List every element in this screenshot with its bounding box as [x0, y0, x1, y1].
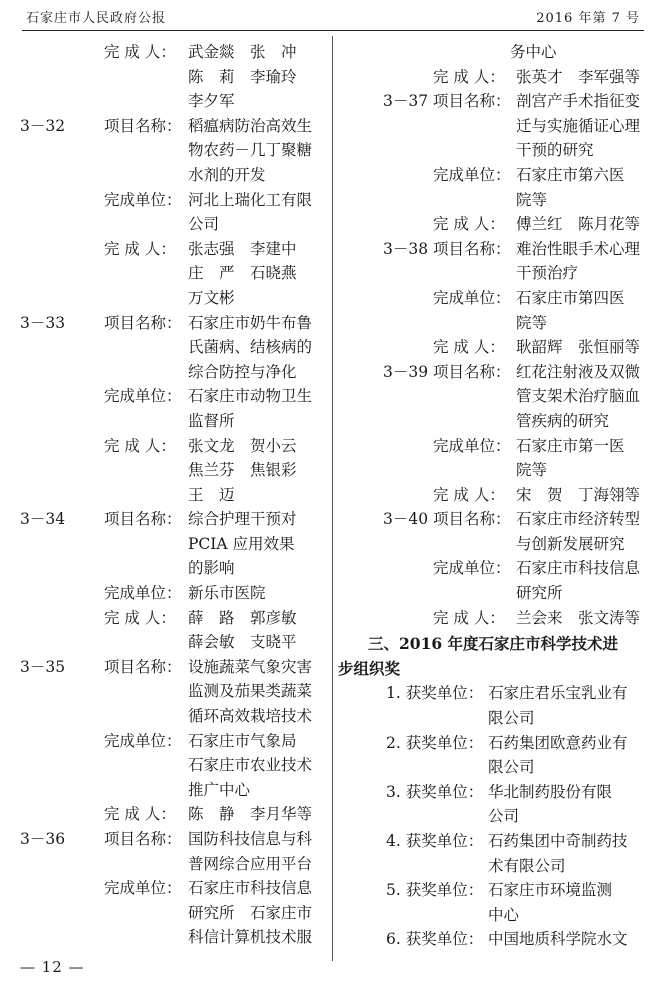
entry-row	[338, 237, 656, 286]
field-value-line: 务中心	[510, 43, 557, 61]
field-value-line: 石家庄市科技信息	[516, 559, 641, 578]
entry-row	[20, 237, 325, 311]
field-value-line: 薛会敏 支晓平	[188, 633, 297, 652]
field-label: 完成单位：	[433, 559, 511, 578]
section-heading-line: 步组织奖	[338, 658, 401, 678]
field-value-line: 难治性眼手术心理	[516, 239, 641, 258]
award-label: 3. 获奖单位：	[386, 782, 484, 801]
field-value	[188, 434, 325, 508]
field-value-line: 干预治疗	[516, 264, 579, 283]
field-value-line: 万文彬	[188, 288, 235, 307]
publication-title: 石家庄市人民政府公报	[26, 11, 167, 26]
field-label: 完成单位：	[104, 879, 182, 898]
field-value-line: 与创新发展研究	[516, 534, 625, 553]
field-value-line: 庄 严 石晓燕	[188, 264, 297, 283]
field-label: 完成单位：	[433, 288, 511, 307]
field-value-line: PCIA 应用效果	[188, 534, 295, 553]
field-value	[188, 384, 325, 433]
field-value-line: 院等	[516, 461, 548, 480]
award-value	[488, 780, 656, 829]
field-label: 项目名称：	[104, 657, 182, 676]
field-value	[516, 89, 656, 163]
field-value-line: 国防科技信息与科	[188, 830, 313, 848]
field-value-line: 石家庄市气象局	[188, 731, 297, 750]
field-label: 完成单位：	[433, 436, 511, 455]
field-value-line: 科信计算机技术服	[188, 928, 313, 947]
field-value-line: 石家庄市第一医	[516, 436, 625, 455]
field-value-line: 石家庄市经济转型	[516, 510, 641, 529]
entry-row	[20, 507, 325, 581]
award-label: 4. 获奖单位：	[386, 832, 484, 850]
award-value	[488, 829, 656, 878]
field-value	[188, 507, 325, 581]
field-value-line: 王 迈	[188, 485, 235, 504]
entry-row	[338, 89, 656, 163]
field-label: 项目名称：	[433, 510, 511, 529]
entry-row	[338, 65, 656, 90]
field-value	[188, 237, 325, 311]
field-value	[516, 286, 656, 335]
field-value-line: 稻瘟病防治高效生	[188, 116, 313, 135]
field-value	[516, 237, 656, 286]
field-value-line: 薛 路 郭彦敏	[188, 608, 297, 627]
entry-row	[20, 40, 325, 114]
field-label: 完成单位：	[433, 165, 511, 184]
entry-row	[20, 606, 325, 655]
entry-row	[338, 434, 656, 483]
field-value-line: 普网综合应用平台	[188, 854, 313, 873]
award-value	[488, 731, 656, 780]
field-value-line: 新乐市医院	[188, 584, 266, 603]
award-item	[338, 829, 656, 878]
field-label: 完 成 人：	[104, 436, 176, 455]
field-value	[188, 827, 325, 876]
project-number: 3－39	[383, 362, 429, 381]
project-number: 3－35	[20, 657, 66, 676]
field-value-line: 公司	[188, 215, 220, 234]
field-value-line: 兰会来 张文涛等	[516, 608, 641, 627]
entry-row	[338, 163, 656, 212]
entry-row	[338, 360, 656, 434]
field-value-line: 石家庄市动物卫生	[188, 387, 313, 406]
entry-row	[338, 335, 656, 360]
field-value-line: 综合护理干预对	[188, 510, 297, 529]
entry-row	[20, 827, 325, 876]
field-label: 项目名称：	[104, 830, 182, 848]
field-value-line: 氏菌病、结核病的	[188, 338, 313, 357]
field-value-line: 干预的研究	[516, 141, 594, 160]
field-value	[516, 606, 656, 631]
section-heading-line: 三、2016 年度石家庄市科学技术进	[368, 634, 619, 654]
field-label: 完 成 人：	[104, 239, 176, 258]
field-label: 完 成 人：	[433, 338, 505, 357]
field-value	[188, 40, 325, 114]
field-label: 完 成 人：	[104, 608, 176, 627]
field-value	[188, 655, 325, 729]
award-value-line: 术有限公司	[488, 856, 566, 875]
project-number: 3－36	[20, 830, 66, 848]
project-number: 3－34	[20, 510, 66, 529]
field-value	[516, 434, 656, 483]
entry-row	[20, 188, 325, 237]
entry-row	[20, 802, 325, 827]
field-value	[516, 483, 656, 508]
field-value	[188, 876, 325, 950]
field-label: 项目名称：	[433, 92, 511, 111]
field-value	[516, 556, 656, 605]
field-label: 完 成 人：	[104, 43, 176, 61]
award-value	[488, 878, 656, 927]
field-value	[188, 188, 325, 237]
field-label: 项目名称：	[104, 510, 182, 529]
field-value-line: 研究所 石家庄市	[188, 903, 313, 922]
field-value-line: 焦兰芬 焦银彩	[188, 461, 297, 480]
field-value-line: 循环高效栽培技术	[188, 707, 313, 726]
field-value-line: 张文龙 贺小云	[188, 436, 297, 455]
field-value-line: 院等	[516, 313, 548, 332]
award-item	[338, 878, 656, 927]
project-number: 3－33	[20, 313, 66, 332]
field-value	[516, 507, 656, 556]
award-value-line: 石家庄市环境监测	[488, 881, 613, 900]
entry-row	[20, 434, 325, 508]
field-value-line: 陈 莉 李瑜玲	[188, 67, 297, 86]
page-header	[22, 0, 644, 31]
field-value-line: 设施蔬菜气象灾害	[188, 657, 313, 676]
field-value	[188, 311, 325, 385]
award-value	[488, 681, 656, 730]
issue-number: 2016 年第 7 号	[536, 11, 640, 26]
field-value	[188, 606, 325, 655]
award-value-line: 石家庄君乐宝乳业有	[488, 684, 628, 703]
field-value-line: 迁与实施循证心理	[516, 116, 641, 135]
entry-row	[20, 729, 325, 803]
field-label: 完 成 人：	[104, 805, 176, 824]
project-number: 3－38	[383, 239, 429, 258]
field-value-line: 张英才 李军强等	[516, 67, 641, 86]
field-value-line: 石家庄市第四医	[516, 288, 625, 307]
project-number: 3－32	[20, 116, 66, 135]
field-label: 完 成 人：	[433, 215, 505, 234]
field-value-line: 物农药－几丁聚糖	[188, 141, 313, 160]
entry-row	[20, 581, 325, 606]
field-value-line: 李夕军	[188, 92, 235, 111]
field-label: 完成单位：	[104, 190, 182, 209]
award-value-line: 石药集团欧意药业有	[488, 733, 628, 752]
field-value-line: 石家庄市奶牛布鲁	[188, 313, 313, 332]
field-value	[188, 114, 325, 188]
field-value	[516, 212, 656, 237]
field-value	[510, 40, 656, 65]
entry-row	[338, 606, 656, 631]
field-value-line: 管支架术治疗脑血	[516, 387, 641, 406]
award-value	[488, 927, 656, 952]
field-value	[516, 360, 656, 434]
field-value	[188, 802, 325, 827]
field-label: 完 成 人：	[433, 485, 505, 504]
award-item	[338, 927, 656, 952]
column-divider	[332, 36, 333, 961]
entry-row	[20, 655, 325, 729]
field-value-line: 水剂的开发	[188, 165, 266, 184]
field-value-line: 傅兰红 陈月花等	[516, 215, 641, 234]
field-label: 完 成 人：	[433, 608, 505, 627]
field-value-line: 研究所	[516, 584, 563, 603]
field-value-line: 陈 静 李月华等	[188, 805, 313, 824]
page-number: — 12 —	[20, 958, 85, 976]
field-value-line: 监测及茄果类蔬菜	[188, 682, 313, 701]
left-column	[20, 40, 325, 950]
award-item	[338, 780, 656, 829]
award-value-line: 公司	[488, 807, 520, 826]
field-value-line: 综合防控与净化	[188, 362, 297, 381]
field-label: 项目名称：	[104, 116, 182, 135]
field-value-line: 监督所	[188, 411, 235, 430]
entry-row	[20, 114, 325, 188]
field-value-line: 宋 贺 丁海翎等	[516, 485, 641, 504]
entry-row	[338, 556, 656, 605]
section-heading	[338, 632, 656, 681]
field-value-line: 武金燚 张 冲	[188, 43, 297, 61]
field-value-line: 石家庄市科技信息	[188, 879, 313, 898]
field-label: 项目名称：	[433, 362, 511, 381]
award-item	[338, 731, 656, 780]
field-value	[188, 581, 325, 606]
award-value-line: 限公司	[488, 758, 535, 777]
award-label: 6. 获奖单位：	[386, 930, 484, 949]
field-value-line: 红花注射液及双微	[516, 362, 641, 381]
award-label: 5. 获奖单位：	[386, 881, 484, 900]
field-label: 完成单位：	[104, 731, 182, 750]
entry-row	[20, 384, 325, 433]
entry-row	[338, 212, 656, 237]
field-value-line: 耿韶辉 张恒丽等	[516, 338, 641, 357]
award-value-line: 限公司	[488, 709, 535, 728]
project-number: 3－40	[383, 510, 429, 529]
award-label: 2. 获奖单位：	[386, 733, 484, 752]
field-value-line: 河北上瑞化工有限	[188, 190, 313, 209]
entry-row	[20, 311, 325, 385]
field-value-line: 管疾病的研究	[516, 411, 610, 430]
award-value-line: 石药集团中奇制药技	[488, 832, 628, 850]
field-value-line: 石家庄市农业技术	[188, 756, 313, 775]
field-value-line: 院等	[516, 190, 548, 209]
award-label: 1. 获奖单位：	[386, 684, 484, 703]
award-value-line: 华北制药股份有限	[488, 782, 613, 801]
field-label: 完成单位：	[104, 387, 182, 406]
field-value-line: 的影响	[188, 559, 235, 578]
field-value-line: 剖宫产手术指征变	[516, 92, 641, 111]
project-number: 3－37	[383, 92, 429, 111]
right-column	[338, 40, 656, 952]
award-value-line: 中心	[488, 905, 520, 924]
award-item	[338, 681, 656, 730]
field-value	[188, 729, 325, 803]
field-label: 完成单位：	[104, 584, 182, 603]
field-label: 项目名称：	[433, 239, 511, 258]
field-value	[516, 65, 656, 90]
entry-row	[338, 286, 656, 335]
entry-row	[338, 483, 656, 508]
field-label: 完 成 人：	[433, 67, 505, 86]
field-label: 项目名称：	[104, 313, 182, 332]
field-value	[516, 335, 656, 360]
entry-row	[338, 507, 656, 556]
field-value-line: 推广中心	[188, 780, 251, 799]
field-value-line: 张志强 李建中	[188, 239, 297, 258]
award-value-line: 中国地质科学院水文	[488, 930, 628, 949]
entry-row	[20, 876, 325, 950]
field-value	[516, 163, 656, 212]
entry-row	[338, 40, 656, 65]
field-value-line: 石家庄市第六医	[516, 165, 625, 184]
